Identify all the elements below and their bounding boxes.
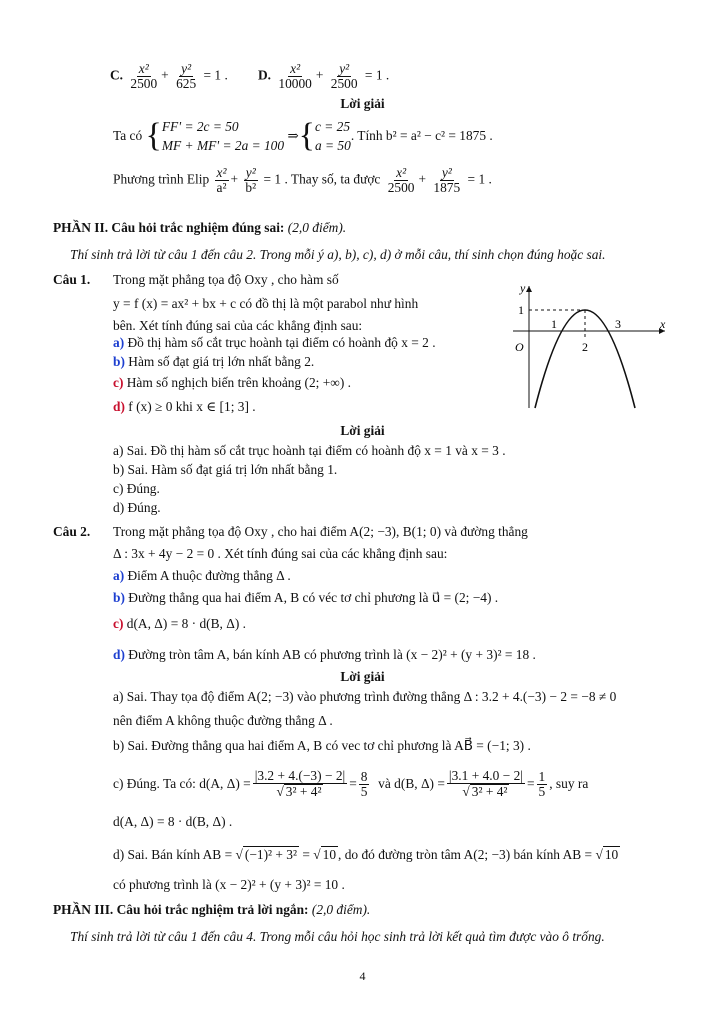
tick-x-2: 2 [582, 340, 588, 354]
q2-statement-b: b) Đường thẳng qua hai điểm A, B có véc tơ chỉ phương là u⃗ = (2; −4) . [113, 590, 499, 605]
q1-line3: bên. Xét tính đúng sai của các khẳng định sau: [113, 318, 363, 333]
q2-solution-title: Lời giải [340, 669, 385, 684]
tick-y-1: 1 [518, 303, 524, 317]
q2-sol-a2: nên điểm A không thuộc đường thẳng Δ . [113, 713, 333, 728]
q2-line1: Trong mặt phẳng tọa độ Oxy , cho hai điểm A(2; −3), B(1; 0) và đường thẳng [113, 524, 528, 539]
ellipse-equation: Phương trình Elip $\frac{\text{x²}}{\text{a²}}$ + $\frac{\text{y²}}{\text{b²}}$ = 1 . Thay số, ta được $\frac{\text{x²}}{2500}$ + $\frac{\text{y²}}{1875}$ = 1 . [113, 165, 492, 195]
part2-heading: PHẦN II. Câu hỏi trắc nghiệm đúng sai: (2,0 điểm). [53, 220, 347, 235]
option-c-label: C. [110, 67, 124, 83]
q2-sol-b: b) Sai. Đường thẳng qua hai điểm A, B có vec tơ chỉ phương là AB⃗ = (−1; 3) . [113, 738, 531, 753]
parabola-graph [505, 280, 675, 412]
q1-statement-c: c) Hàm số nghịch biến trên khoảng (2; +∞) . [113, 375, 351, 390]
q2-sol-a1: a) Sai. Thay tọa độ điểm A(2; −3) vào phương trình đường thẳng Δ : 3.2 + 4.(−3) − 2 = −8 ≠ 0 [113, 689, 617, 704]
part3-heading: PHẦN III. Câu hỏi trắc nghiệm trả lời ngắn: (2,0 điểm). [53, 902, 371, 917]
tick-x-3: 3 [615, 317, 621, 331]
q1-sol-a: a) Sai. Đồ thị hàm số cắt trục hoành tại điểm có hoành độ x = 1 và x = 3 . [113, 443, 506, 458]
solution-title: Lời giải [340, 96, 385, 111]
q2-statement-c: c) d(A, Δ) = 8 · d(B, Δ) . [113, 616, 246, 631]
q2-sol-c: c) Đúng. Ta có: d(A, Δ) = $\frac{|3.2 + 4.(-3) - 2|}{\text{√ 3² + 4²}}$ = $\frac{8}{5}$ và d(B, Δ) = $\frac{|3.1 + 4.0 - 2|}{\text{√ 3² + 4²}}$ = $\frac{1}{5}$ , suy ra [113, 768, 589, 799]
part2-instruction: Thí sinh trả lời từ câu 1 đến câu 2. Trong mỗi ý a), b), c), d) ở mỗi câu, thí sinh chọn đúng hoặc sai. [70, 247, 606, 262]
q1-statement-d: d) f (x) ≥ 0 khi x ∈ [1; 3] . [113, 399, 256, 414]
q2-sol-d2: có phương trình là (x − 2)² + (y + 3)² = 10 . [113, 877, 345, 892]
q1-sol-b: b) Sai. Hàm số đạt giá trị lớn nhất bằng 1. [113, 462, 338, 477]
q1-line2: y = f (x) = ax² + bx + c có đồ thị là một parabol như hình [113, 296, 419, 311]
q2-line2: Δ : 3x + 4y − 2 = 0 . Xét tính đúng sai của các khẳng định sau: [113, 546, 448, 561]
q2-statement-d: d) Đường tròn tâm A, bán kính AB có phương trình là (x − 2)² + (y + 3)² = 18 . [113, 647, 536, 662]
solution-system: Ta có { FF' = 2c = 50 MF + MF' = 2a = 100 ⇒ { c = 25 a = 50 . Tính b² = a² − c² = 1875 . [113, 117, 493, 154]
y-label: y [520, 281, 526, 295]
q1-sol-d: d) Đúng. [113, 500, 161, 515]
q1-label: Câu 1. [53, 272, 91, 287]
q2-statement-a: a) Điểm A thuộc đường thẳng Δ . [113, 568, 291, 583]
q2-sol-c2: d(A, Δ) = 8 · d(B, Δ) . [113, 814, 233, 829]
q1-line1: Trong mặt phẳng tọa độ Oxy , cho hàm số [113, 272, 339, 287]
q1-statement-b: b) Hàm số đạt giá trị lớn nhất bằng 2. [113, 354, 315, 369]
q1-statement-a: a) Đồ thị hàm số cắt trục hoành tại điểm có hoành độ x = 2 . [113, 335, 436, 350]
tick-x-1: 1 [551, 317, 557, 331]
q2-sol-d1: d) Sai. Bán kính AB = √ (−1)² + 3² = √ 10 , do đó đường tròn tâm A(2; −3) bán kính AB = √ 10 [113, 847, 619, 862]
part3-instruction: Thí sinh trả lời từ câu 1 đến câu 4. Trong mỗi câu hỏi học sinh trả lời kết quả tìm được vào ô trống. [70, 929, 605, 944]
option-d: D. $\frac{\text{x²}}{10000}$ + $\frac{\text{y²}}{2500}$ = 1 . [258, 61, 390, 91]
origin-label: O [515, 340, 524, 354]
x-label: x [660, 317, 666, 331]
option-d-label: D. [258, 67, 272, 83]
q1-solution-title: Lời giải [340, 423, 385, 438]
q1-sol-c: c) Đúng. [113, 481, 160, 496]
q2-label: Câu 2. [53, 524, 91, 539]
page-number: 4 [359, 969, 366, 983]
option-c: C. $\frac{\text{x²}}{2500}$ + $\frac{\text{y²}}{625}$ = 1 . [110, 61, 228, 91]
